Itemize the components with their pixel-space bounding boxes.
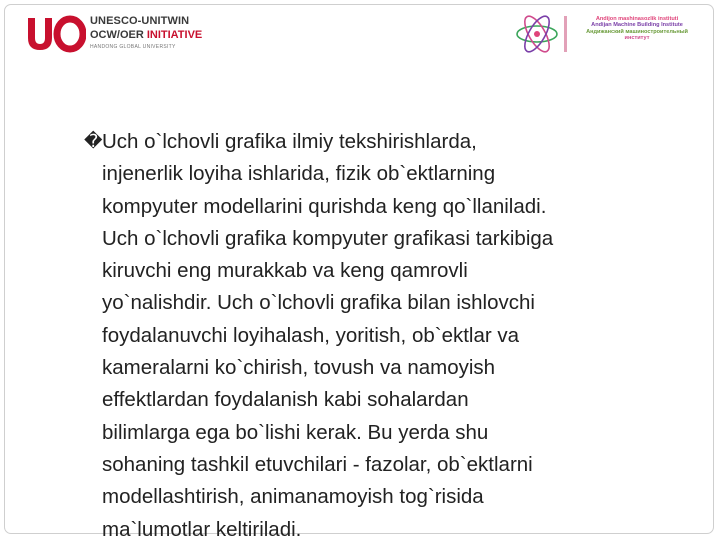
text-line: bilimlarga ega bo`lishi kerak. Bu yerda shu [102,420,489,444]
andijan-name-uz: Andijon mashinasozlik instituti [595,16,679,22]
text-line: kameralarni ko`chirish, tovush va namoyish [102,356,496,380]
text-line: ma`lumotlar keltiriladi. [102,517,302,540]
text-line: foydalanuvchi loyihalash, yoritish, ob`ektlar va [102,323,520,347]
text-line: sohaning tashkil etuvchilari - fazolar, ob`ektlarni [102,452,533,476]
text-line: modellashtirish, animanamoyish tog`risida [102,485,484,509]
unesco-title: UNESCO-UNITWIN [90,15,190,27]
text-line: yo`nalishdir. Uch o`lchovli grafika bilan ishlovchi [102,291,535,315]
andijan-name-ru-2: институт [624,35,650,42]
unesco-subtitle-b: INITIATIVE [146,29,203,41]
text-line: kompyuter modellarini qurishda keng qo`llaniladi. [102,194,547,218]
text-line: injenerlik loyiha ishlarida, fizik ob`ektlarning [102,162,496,186]
unesco-subtitle [90,30,202,41]
text-line: Uch o`lchovli grafika ilmiy tekshirishlarda, [102,130,477,153]
atom-emblem-icon [512,14,562,54]
andijan-institute-logo [512,14,702,56]
bullet-glyph: � [84,131,103,152]
andijan-name-ru: Андижанский машиностроительный [586,28,688,35]
uo-logo-icon [24,14,86,54]
unesco-university: HANDONG GLOBAL UNIVERSITY [90,44,176,50]
andijan-name-en: Andijan Machine Building Institute [591,22,683,29]
text-line: effektlardan foydalanish kabi sohalardan [102,388,469,412]
unesco-unitwin-logo [24,14,224,56]
logo-divider [564,16,567,52]
body-paragraph [84,126,684,540]
text-line: kiruvchi eng murakkab va keng qamrovli [102,259,468,283]
unesco-subtitle-a: OCW/OER [90,29,147,41]
text-line: Uch o`lchovli grafika kompyuter grafikasi tarkibiga [102,226,554,250]
